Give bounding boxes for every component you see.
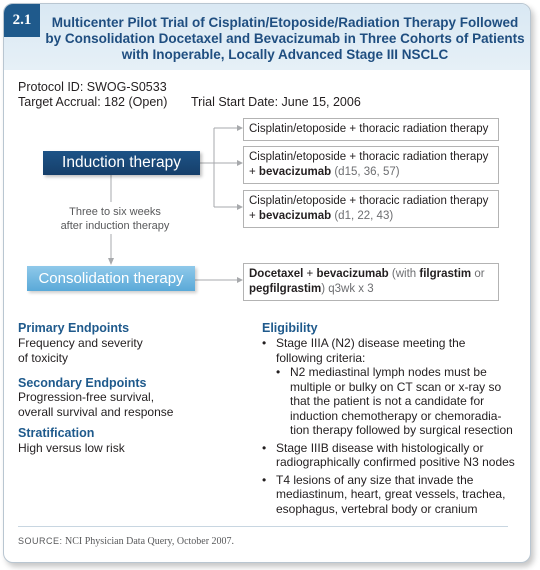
arm3-plus: + bbox=[249, 210, 259, 222]
consolidation-line2 bbox=[249, 282, 493, 297]
source-label: SOURCE: bbox=[18, 536, 63, 546]
eligibility-item bbox=[262, 336, 522, 438]
consolidation-or: or bbox=[471, 268, 485, 280]
consolidation-drug4: pegfilgrastim bbox=[249, 283, 322, 295]
arm3-line2 bbox=[249, 209, 493, 224]
consolidation-with: (with bbox=[388, 268, 420, 280]
eligibility-line: T4 lesions of any size that invade the bbox=[276, 472, 474, 487]
consolidation-therapy-box: Consolidation therapy bbox=[27, 266, 195, 291]
eligibility-line: induction chemotherapy or chemoradia- bbox=[290, 408, 502, 423]
arm1-regimen-box bbox=[243, 118, 499, 141]
arm3-drug: bevacizumab bbox=[258, 210, 332, 222]
consolidation-schedule: ) q3wk x 3 bbox=[321, 283, 374, 295]
eligibility-subitem bbox=[276, 365, 522, 438]
secondary-line: overall survival and response bbox=[18, 404, 174, 419]
consolidation-drug1: Docetaxel bbox=[249, 268, 304, 280]
consolidation-regimen-box bbox=[243, 263, 499, 301]
primary-line: Frequency and severity bbox=[18, 336, 143, 350]
eligibility-line: Stage IIIA (N2) disease meeting the bbox=[276, 336, 466, 350]
eligibility-line: tion therapy followed by surgical resection bbox=[290, 423, 513, 437]
bullet-icon: • bbox=[262, 440, 267, 455]
trial-start-date: Trial Start Date: June 15, 2006 bbox=[191, 95, 361, 109]
interval-line: Three to six weeks bbox=[69, 206, 161, 218]
consolidation-drug3: filgrastim bbox=[419, 268, 472, 280]
bullet-icon: • bbox=[262, 472, 267, 487]
stratification-text: High versus low risk bbox=[18, 441, 125, 455]
primary-endpoints-heading: Primary Endpoints bbox=[18, 321, 130, 335]
induction-therapy-box: Induction therapy bbox=[43, 151, 200, 175]
figure-number: 2.1 bbox=[4, 4, 40, 37]
consolidation-plus: + bbox=[303, 268, 317, 280]
eligibility-line: that the patient is not a candidate for bbox=[290, 394, 485, 408]
secondary-endpoints-heading: Secondary Endpoints bbox=[18, 376, 147, 390]
interval-note bbox=[40, 205, 190, 233]
secondary-line: Progression-free survival, bbox=[18, 390, 155, 404]
title-line: with Inoperable, Locally Advanced Stage III NSCLC bbox=[121, 47, 449, 62]
eligibility-line: mediastinum, heart, great vessels, trachea, bbox=[276, 487, 506, 501]
primary-line: of toxicity bbox=[18, 350, 69, 365]
arm3-line1: Cisplatin/etoposide + thoracic radiation therapy bbox=[249, 195, 489, 207]
stratification-heading: Stratification bbox=[18, 426, 95, 440]
eligibility-item bbox=[262, 473, 522, 517]
eligibility-heading: Eligibility bbox=[262, 321, 318, 335]
title-line: Multicenter Pilot Trial of Cisplatin/Etoposide/Radiation Therapy Followed bbox=[51, 15, 519, 30]
primary-endpoints-text bbox=[18, 336, 143, 365]
consolidation-drug2: bevacizumab bbox=[316, 268, 389, 280]
interval-line: after induction therapy bbox=[60, 220, 170, 232]
bullet-icon: • bbox=[262, 336, 267, 350]
arm2-schedule: (d15, 36, 57) bbox=[331, 166, 400, 178]
arm2-regimen-box bbox=[243, 146, 499, 184]
consolidation-line1 bbox=[249, 267, 493, 282]
eligibility-line: Stage IIIB disease with histologically or bbox=[276, 440, 484, 455]
source-text: NCI Physician Data Query, October 2007. bbox=[62, 536, 235, 547]
eligibility-line: multiple or bulky on CT scan or x-ray so bbox=[290, 379, 502, 394]
arm2-line1: Cisplatin/etoposide + thoracic radiation therapy bbox=[249, 151, 489, 163]
source-note bbox=[18, 536, 234, 547]
arrowhead bbox=[108, 258, 114, 265]
target-accrual: Target Accrual: 182 (Open) bbox=[18, 95, 168, 109]
arm3-schedule: (d1, 22, 43) bbox=[331, 210, 394, 222]
protocol-id: Protocol ID: SWOG-S0533 bbox=[18, 80, 167, 94]
title-line: by Consolidation Docetaxel and Bevacizumab in Three Cohorts of Patients bbox=[45, 31, 525, 46]
arm3-regimen-box bbox=[243, 190, 499, 228]
eligibility-line: following criteria: bbox=[276, 350, 366, 365]
eligibility-line: N2 mediastinal lymph nodes must be bbox=[290, 365, 487, 379]
eligibility-list bbox=[262, 336, 522, 519]
eligibility-item bbox=[262, 441, 522, 470]
secondary-endpoints-text bbox=[18, 390, 173, 419]
bullet-icon: • bbox=[276, 365, 281, 379]
eligibility-line: radiographically confirmed positive N3 nodes bbox=[276, 455, 515, 469]
arm2-plus: + bbox=[249, 166, 259, 178]
arm1-text: Cisplatin/etoposide + thoracic radiation therapy bbox=[249, 123, 489, 135]
eligibility-line: esophagus, vertebral body or cranium bbox=[276, 501, 478, 516]
arm2-line2 bbox=[249, 165, 493, 180]
source-divider bbox=[18, 526, 508, 527]
arm2-drug: bevacizumab bbox=[258, 166, 332, 178]
